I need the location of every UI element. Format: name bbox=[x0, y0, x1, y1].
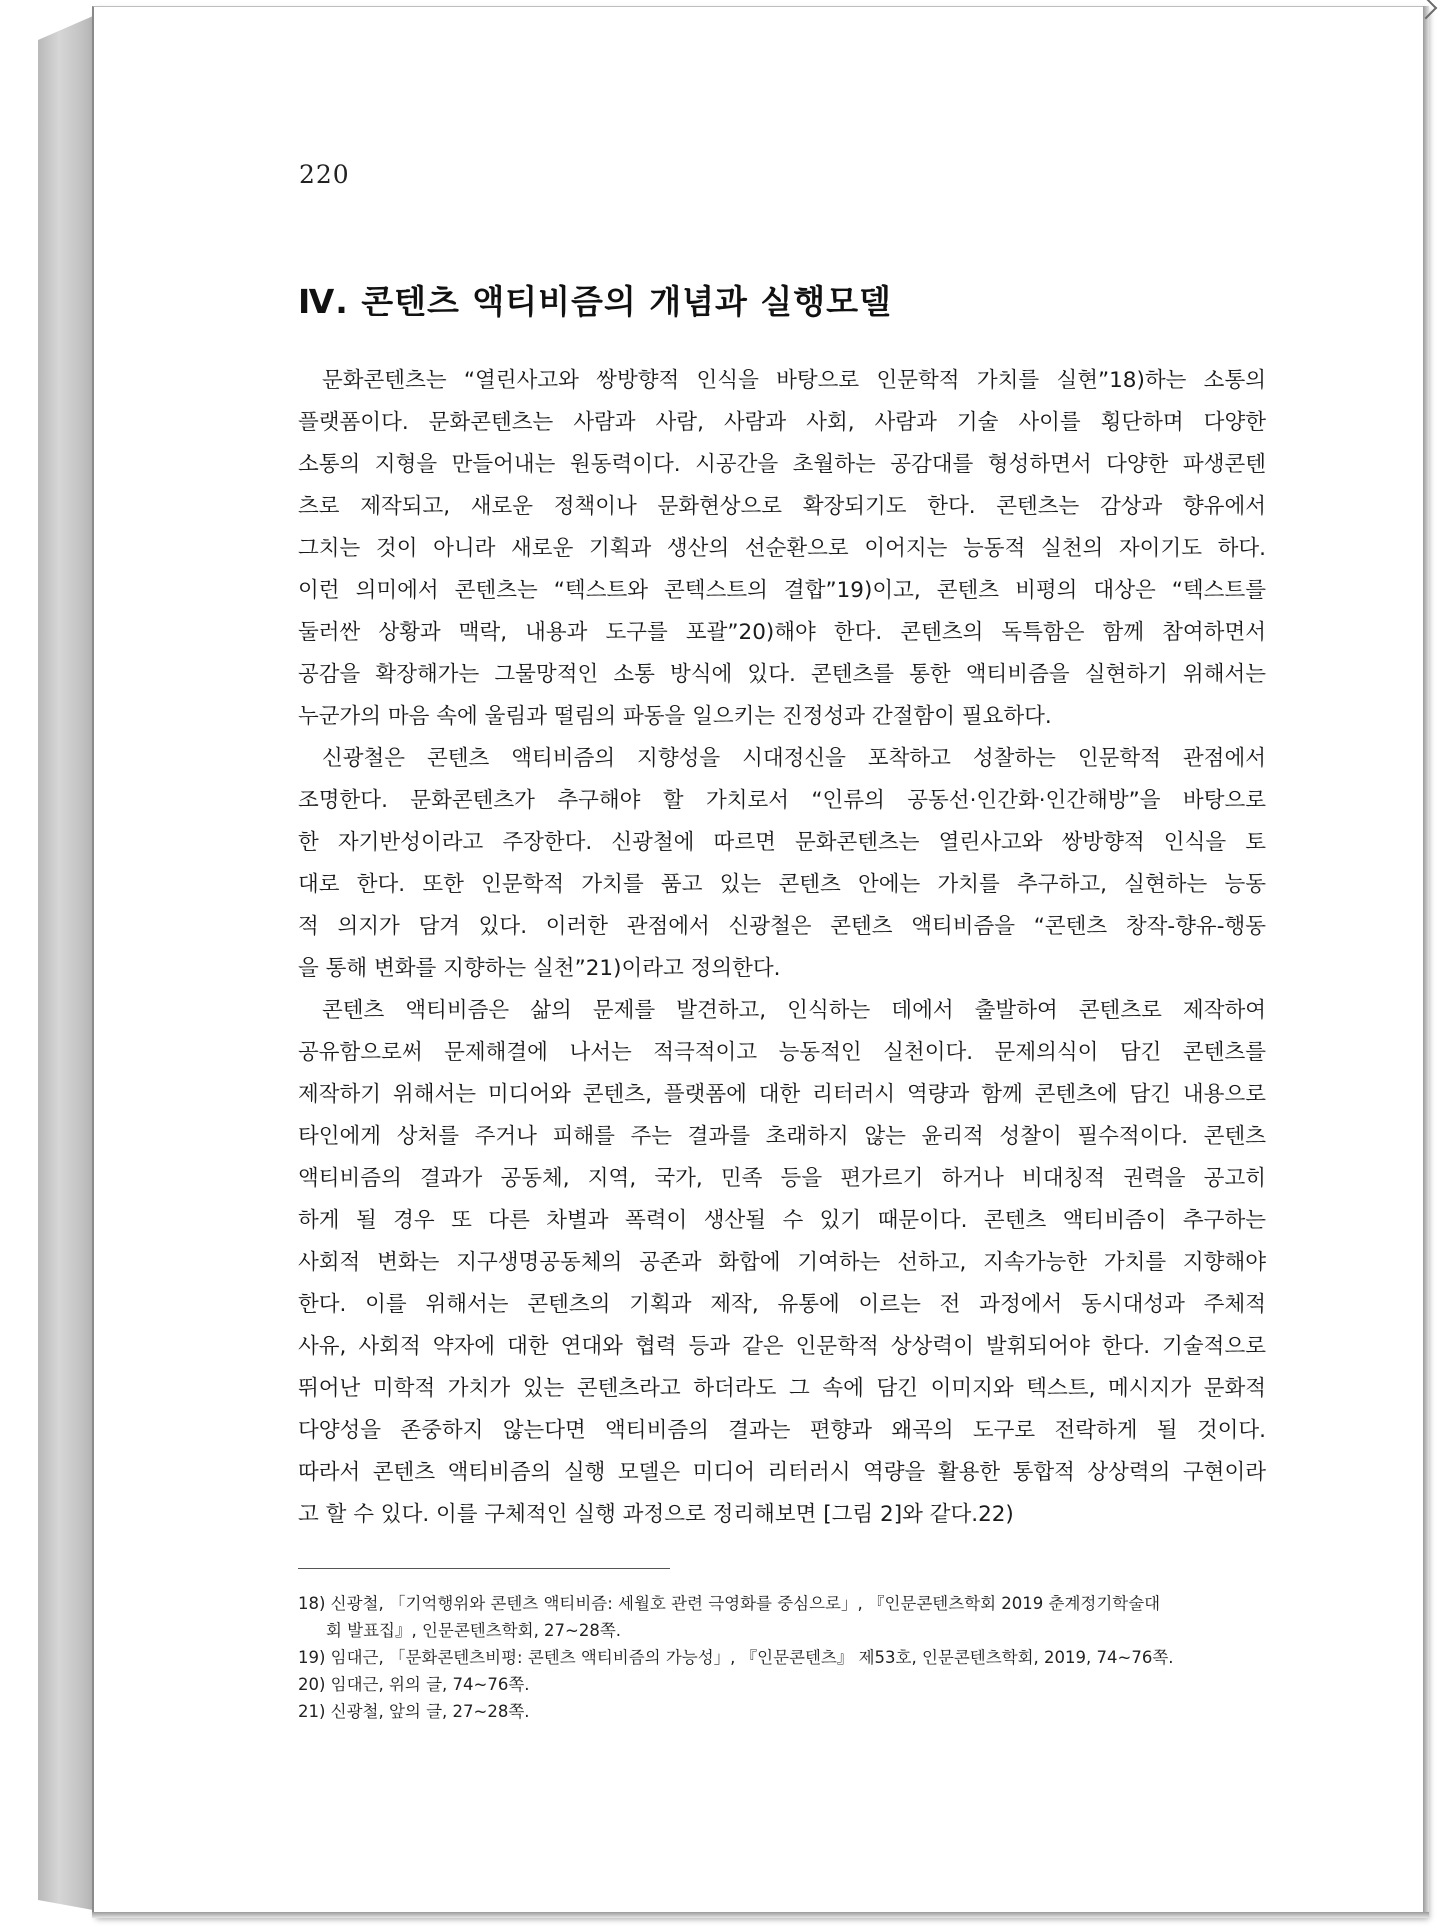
body-line: 고 할 수 있다. 이를 구체적인 실행 과정으로 정리해보면 [그림 2]와 같다.22) bbox=[298, 1502, 1014, 1527]
body-line: 플랫폼이다. 문화콘텐츠는 사람과 사람, 사람과 사회, 사람과 기술 사이를 횡단하며 다양한 bbox=[298, 410, 1266, 435]
page-number: 220 bbox=[299, 160, 350, 189]
body-text bbox=[298, 360, 1266, 1536]
body-line: 콘텐츠 액티비즘은 삶의 문제를 발견하고, 인식하는 데에서 출발하여 콘텐츠로 제작하여 bbox=[322, 998, 1266, 1023]
body-line: 누군가의 마음 속에 울림과 떨림의 파동을 일으키는 진정성과 간절함이 필요하다. bbox=[298, 704, 1052, 729]
body-line: 뛰어난 미학적 가치가 있는 콘텐츠라고 하더라도 그 속에 담긴 이미지와 텍스트, 메시지가 문화적 bbox=[298, 1376, 1266, 1401]
page-edge-right bbox=[1423, 6, 1429, 1914]
footnote-line: 회 발표집』, 인문콘텐츠학회, 27~28쪽. bbox=[326, 1621, 622, 1640]
body-line: 문화콘텐츠는 “열린사고와 쌍방향적 인식을 바탕으로 인문학적 가치를 실현”18)하는 소통의 bbox=[322, 368, 1266, 393]
footnote-line: 19) 임대근, 「문화콘텐츠비평: 콘텐츠 액티비즘의 가능성」, 『인문콘텐츠』 제53호, 인문콘텐츠학회, 2019, 74~76쪽. bbox=[298, 1648, 1174, 1667]
body-line: 조명한다. 문화콘텐츠가 추구해야 할 가치로서 “인류의 공동선·인간화·인간해방”을 바탕으로 bbox=[298, 788, 1266, 813]
body-line: 한다. 이를 위해서는 콘텐츠의 기획과 제작, 유통에 이르는 전 과정에서 동시대성과 주체적 bbox=[298, 1292, 1266, 1317]
body-line: 제작하기 위해서는 미디어와 콘텐츠, 플랫폼에 대한 리터러시 역량과 함께 콘텐츠에 담긴 내용으로 bbox=[298, 1082, 1266, 1107]
body-line: 소통의 지형을 만들어내는 원동력이다. 시공간을 초월하는 공감대를 형성하면서 다양한 파생콘텐 bbox=[298, 452, 1266, 477]
body-line: 다양성을 존중하지 않는다면 액티비즘의 결과는 편향과 왜곡의 도구로 전락하게 될 것이다. bbox=[298, 1418, 1266, 1443]
book-spine bbox=[38, 16, 98, 1910]
footnote-line: 18) 신광철, 「기억행위와 콘텐츠 액티비즘: 세월호 관련 극영화를 중심으로」, 『인문콘텐츠학회 2019 춘계정기학술대 bbox=[298, 1594, 1161, 1613]
footnote-divider bbox=[298, 1568, 670, 1569]
footnotes bbox=[298, 1590, 1266, 1725]
chapter-title: Ⅳ. 콘텐츠 액티비즘의 개념과 실행모델 bbox=[298, 282, 892, 321]
footnote-line: 20) 임대근, 위의 글, 74~76쪽. bbox=[298, 1675, 530, 1694]
body-line: 공유함으로써 문제해결에 나서는 적극적이고 능동적인 실천이다. 문제의식이 담긴 콘텐츠를 bbox=[298, 1040, 1266, 1065]
body-line: 적 의지가 담겨 있다. 이러한 관점에서 신광철은 콘텐츠 액티비즘을 “콘텐츠 창작-향유-행동 bbox=[298, 914, 1266, 939]
body-line: 공감을 확장해가는 그물망적인 소통 방식에 있다. 콘텐츠를 통한 액티비즘을 실현하기 위해서는 bbox=[298, 662, 1266, 687]
body-line: 대로 한다. 또한 인문학적 가치를 품고 있는 콘텐츠 안에는 가치를 추구하고, 실현하는 능동 bbox=[298, 872, 1266, 897]
body-line: 타인에게 상처를 주거나 피해를 주는 결과를 초래하지 않는 윤리적 성찰이 필수적이다. 콘텐츠 bbox=[298, 1124, 1266, 1149]
body-line: 이런 의미에서 콘텐츠는 “텍스트와 콘텍스트의 결합”19)이고, 콘텐츠 비평의 대상은 “텍스트를 bbox=[298, 578, 1266, 603]
body-line: 그치는 것이 아니라 새로운 기획과 생산의 선순환으로 이어지는 능동적 실천의 자이기도 하다. bbox=[298, 536, 1266, 561]
body-line: 신광철은 콘텐츠 액티비즘의 지향성을 시대정신을 포착하고 성찰하는 인문학적 관점에서 bbox=[322, 746, 1266, 771]
body-line: 액티비즘의 결과가 공동체, 지역, 국가, 민족 등을 편가르기 하거나 비대칭적 권력을 공고히 bbox=[298, 1166, 1266, 1191]
body-line: 따라서 콘텐츠 액티비즘의 실행 모델은 미디어 리터러시 역량을 활용한 통합적 상상력의 구현이라 bbox=[298, 1460, 1266, 1485]
body-line: 을 통해 변화를 지향하는 실천”21)이라고 정의한다. bbox=[298, 956, 781, 981]
page-edge-bottom bbox=[92, 1912, 1429, 1918]
body-line: 츠로 제작되고, 새로운 정책이나 문화현상으로 확장되기도 한다. 콘텐츠는 감상과 향유에서 bbox=[298, 494, 1266, 519]
footnote-line: 21) 신광철, 앞의 글, 27~28쪽. bbox=[298, 1702, 530, 1721]
body-line: 사유, 사회적 약자에 대한 연대와 협력 등과 같은 인문학적 상상력이 발휘되어야 한다. 기술적으로 bbox=[298, 1334, 1266, 1359]
body-line: 하게 될 경우 또 다른 차별과 폭력이 생산될 수 있기 때문이다. 콘텐츠 액티비즘이 추구하는 bbox=[298, 1208, 1266, 1233]
body-line: 둘러싼 상황과 맥락, 내용과 도구를 포괄”20)해야 한다. 콘텐츠의 독특함은 함께 참여하면서 bbox=[298, 620, 1266, 645]
body-line: 사회적 변화는 지구생명공동체의 공존과 화합에 기여하는 선하고, 지속가능한 가치를 지향해야 bbox=[298, 1250, 1266, 1275]
body-line: 한 자기반성이라고 주장한다. 신광철에 따르면 문화콘텐츠는 열린사고와 쌍방향적 인식을 토 bbox=[298, 830, 1266, 855]
